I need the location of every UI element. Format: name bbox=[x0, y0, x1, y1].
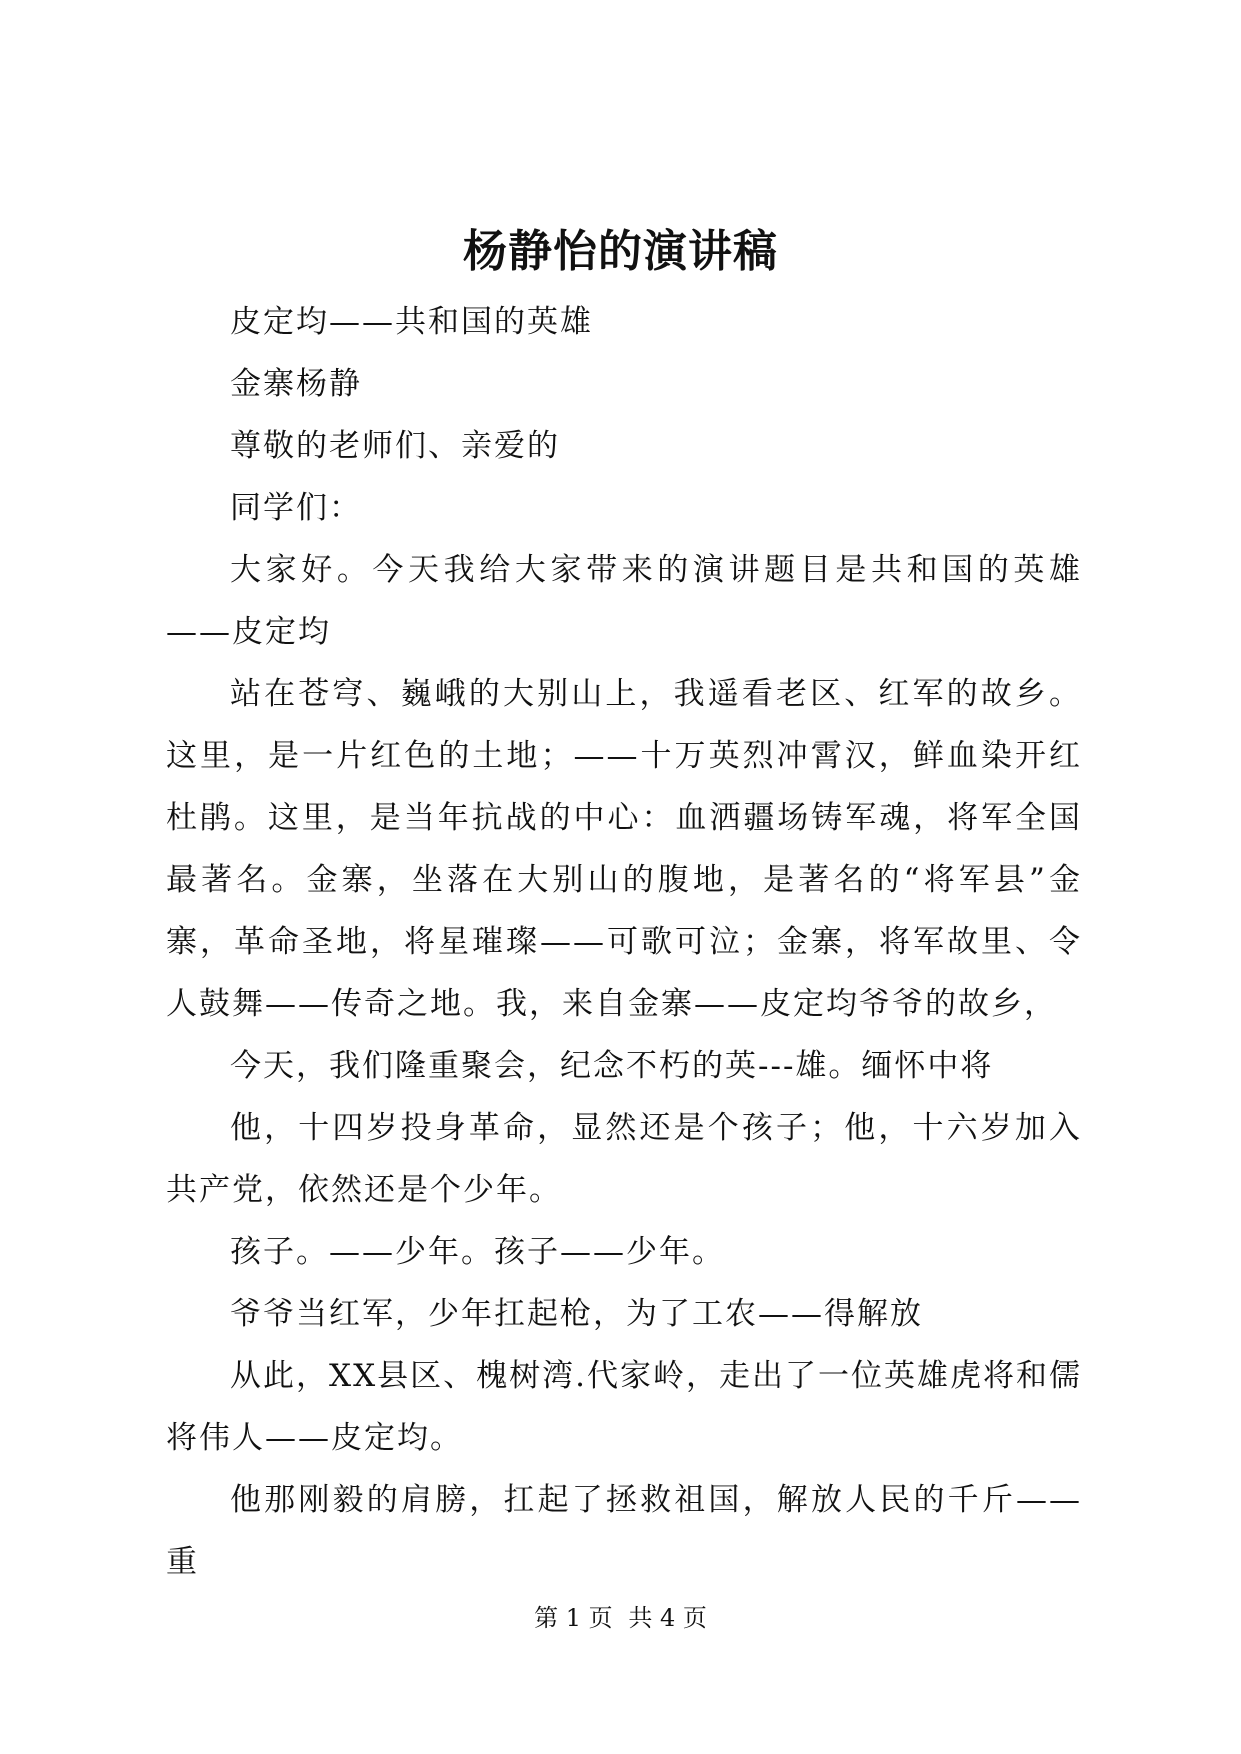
page-footer bbox=[0, 1600, 1241, 1636]
paragraph: 同学们： bbox=[230, 490, 362, 526]
paragraph: 站在苍穹、巍峨的大别山上，我遥看老区、红军的故乡。这里，是一片红色的土地；——十万英烈冲霄汉，鲜血染开红杜鹃。这里，是当年抗战的中心：血洒疆场铸军魂，将军全国最著名。金寨，坐落在大别山的腹地，是著名的“将军县”金寨，革命圣地，将星璀璨——可歌可泣；金寨，将军故里、令人鼓舞——传奇之地。我，来自金寨——皮定均爷爷的故乡， bbox=[166, 676, 1082, 1022]
paragraph: 他那刚毅的肩膀，扛起了拯救祖国，解放人民的千斤——重 bbox=[166, 1482, 1082, 1580]
paragraph: 孩子。——少年。孩子——少年。 bbox=[230, 1234, 725, 1270]
page-number: 第 1 页 bbox=[534, 1604, 613, 1632]
document-title: 杨静怡的演讲稿 bbox=[463, 226, 778, 277]
paragraph: 金寨杨静 bbox=[230, 366, 362, 402]
paragraph: 从此，XX县区、槐树湾.代家岭，走出了一位英雄虎将和儒将伟人——皮定均。 bbox=[166, 1358, 1082, 1456]
paragraph: 他，十四岁投身革命，显然还是个孩子；他，十六岁加入共产党，依然还是个少年。 bbox=[166, 1110, 1082, 1208]
page-total: 共 4 页 bbox=[628, 1604, 707, 1632]
paragraph: 尊敬的老师们、亲爱的 bbox=[230, 428, 560, 464]
paragraph: 大家好。今天我给大家带来的演讲题目是共和国的英雄——皮定均 bbox=[166, 552, 1082, 650]
paragraph: 爷爷当红军，少年扛起枪，为了工农——得解放 bbox=[230, 1296, 923, 1332]
document-body bbox=[166, 291, 1082, 1593]
paragraph: 皮定均——共和国的英雄 bbox=[230, 304, 593, 340]
paragraph: 今天，我们隆重聚会，纪念不朽的英---雄。缅怀中将 bbox=[230, 1048, 994, 1084]
